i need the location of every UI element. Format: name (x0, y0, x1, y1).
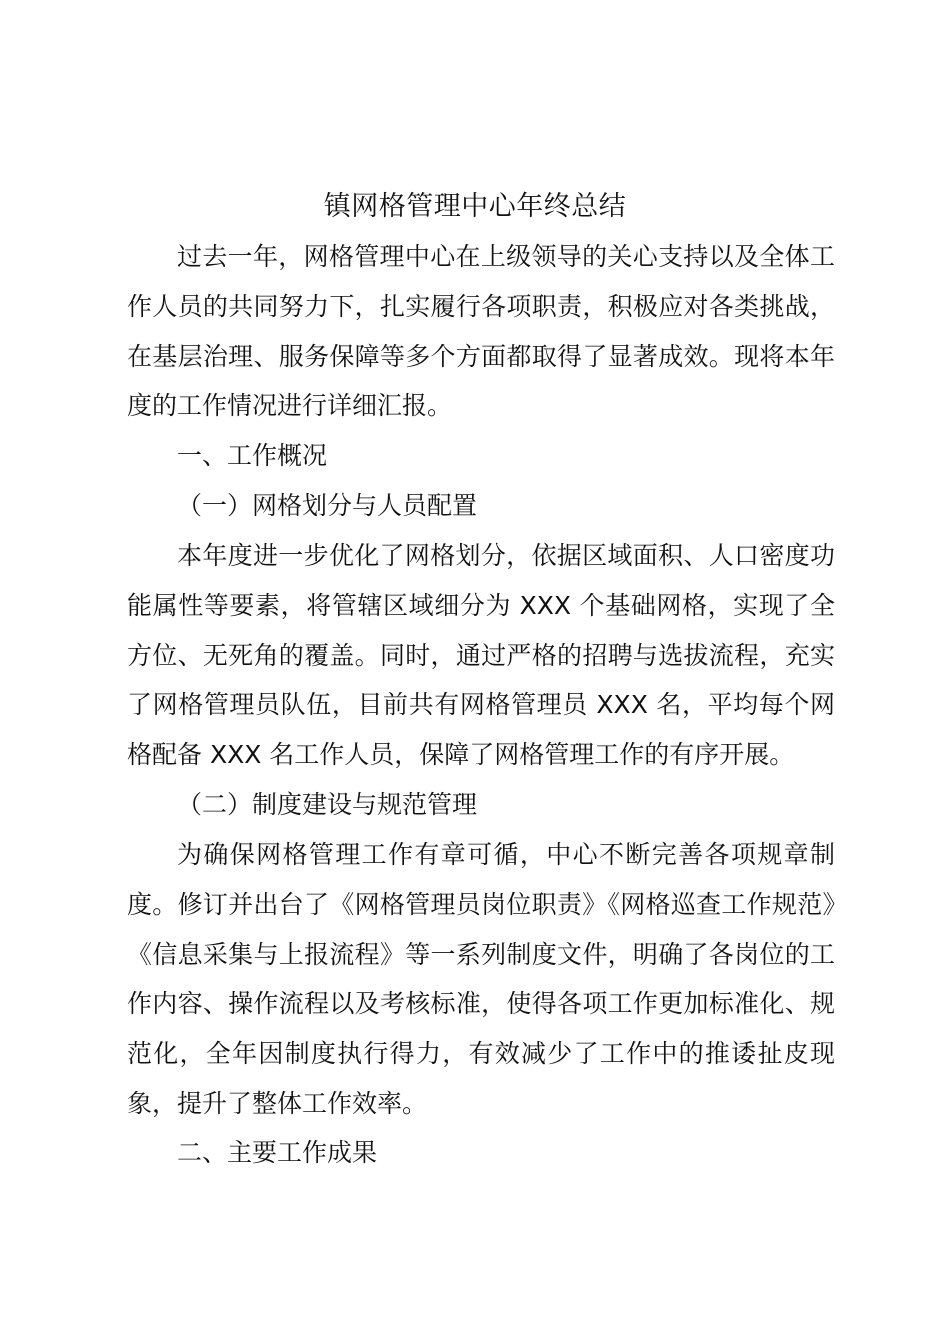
system-building-paragraph: 为确保网格管理工作有章可循，中心不断完善各项规章制度。修订并出台了《网格管理员岗位职责》《网格巡查工作规范》《信息采集与上报流程》等一系列制度文件，明确了各岗位的工作内容、操作流程以及考核标准，使得各项工作更加标准化、规范化，全年因制度执行得力，有效减少了工作中的推诿扯皮现象，提升了整体工作效率。 (127, 840, 835, 1118)
subsection-heading-grid-division: （一）网格划分与人员配置 (177, 491, 478, 520)
document-title: 镇网格管理中心年终总结 (323, 191, 627, 222)
subsection-heading-system-building: （二）制度建设与规范管理 (177, 790, 478, 819)
intro-paragraph: 过去一年，网格管理中心在上级领导的关心支持以及全体工作人员的共同努力下，扎实履行各项职责，积极应对各类挑战，在基层治理、服务保障等多个方面都取得了显著成效。现将本年度的工作情况进行详细汇报。 (127, 242, 835, 421)
section-heading-main-results: 二、主要工作成果 (177, 1138, 378, 1167)
grid-division-paragraph: 本年度进一步优化了网格划分，依据区域面积、人口密度功能属性等要素，将管辖区域细分为 XXX 个基础网格，实现了全方位、无死角的覆盖。同时，通过严格的招聘与选拔流程，充实了网格管理员队伍，目前共有网格管理员 XXX 名，平均每个网格配备 XXX 名工作人员，保障了网格管理工作的有序开展。 (127, 541, 835, 770)
section-heading-work-overview: 一、工作概况 (177, 441, 328, 470)
